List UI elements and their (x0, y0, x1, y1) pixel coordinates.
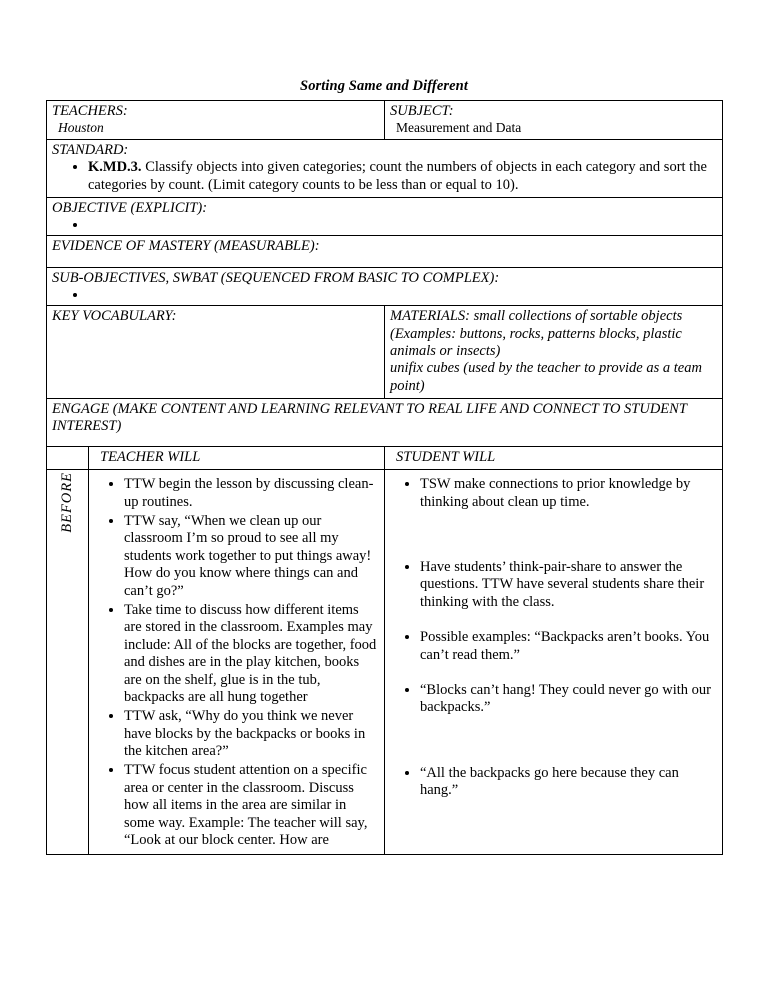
list-item: • “All the backpacks go here because they can hang.” (420, 765, 717, 800)
objective-cell (47, 197, 723, 235)
teacher-will-cell (89, 470, 385, 855)
objective-list (52, 217, 717, 232)
standard-code: K.MD.3. (88, 159, 142, 176)
standard-list (52, 159, 717, 194)
student-will-label: STUDENT WILL (396, 449, 496, 466)
list-item (88, 287, 717, 302)
list-item: • Take time to discuss how different items are stored in the classroom. Examples may include: All of the blocks are together, food and dishes are in the play kitchen, books are on the shelf, glue is in the tub, backpacks are all hung together (124, 602, 379, 706)
student-will-cell (385, 470, 723, 855)
materials-value: small collections of sortable objects (Examples: buttons, rocks, patterns blocks, plastic animals or insects) (390, 308, 683, 359)
list-item: • TTW begin the lesson by discussing clean-up routines. (124, 476, 379, 511)
list-item: • TTW say, “When we clean up our classroom I’m so proud to see all my students work together to put things away! How do you know where things can and can’t go?” (124, 513, 379, 600)
table-row-teachers-subject (47, 101, 723, 140)
standard-label: STANDARD: (52, 142, 129, 159)
phase-label-cell (47, 470, 89, 855)
subobjectives-list (52, 287, 717, 302)
table-row-engage (47, 399, 723, 447)
teachers-cell (47, 101, 385, 140)
evidence-label: EVIDENCE OF MASTERY (MEASURABLE): (52, 238, 320, 255)
engage-label: ENGAGE (MAKE CONTENT AND LEARNING RELEVANT TO REAL LIFE AND CONNECT TO STUDENT INTEREST) (52, 401, 687, 435)
teacher-will-label: TEACHER WILL (100, 449, 201, 466)
table-row-objective (47, 197, 723, 235)
phase-header-cell (47, 447, 89, 470)
subject-value: Measurement and Data (396, 120, 522, 136)
key-vocabulary-cell (47, 306, 385, 399)
list-item: • TTW ask, “Why do you think we never have blocks by the backpacks or books in the kitchen area?” (124, 708, 379, 760)
list-item: • Possible examples: “Backpacks aren’t books. You can’t read them.” (420, 629, 717, 664)
teachers-value: Houston (58, 120, 104, 136)
engage-cell (47, 399, 723, 447)
standard-cell (47, 140, 723, 198)
subobjectives-label: SUB-OBJECTIVES, SWBAT (SEQUENCED FROM BASIC TO COMPLEX): (52, 270, 500, 287)
page-title: Sorting Same and Different (300, 78, 468, 94)
standard-text: Classify objects into given categories; count the numbers of objects in each category and sort the categories by count. (Limit category counts to be less than or equal to 10). (88, 159, 707, 193)
list-item: • Have students’ think-pair-share to answer the questions. TTW have several students share their thinking with the class. (420, 559, 717, 611)
phase-label-wrap (52, 472, 83, 533)
teachers-label: TEACHERS: (52, 103, 128, 119)
student-will-header (385, 447, 723, 470)
list-item: • TSW make connections to prior knowledge by thinking about clean up time. (420, 476, 717, 511)
objective-label: OBJECTIVE (EXPLICIT): (52, 199, 208, 216)
teacher-will-list (94, 476, 379, 849)
subobjectives-cell (47, 268, 723, 306)
phase-label: BEFORE (58, 472, 75, 533)
table-row-subobjectives (47, 268, 723, 306)
subject-cell (385, 101, 723, 140)
table-row-vocabulary-materials (47, 306, 723, 399)
list-item (88, 159, 717, 194)
list-item (88, 217, 717, 232)
evidence-cell (47, 236, 723, 268)
materials-label: MATERIALS: (390, 308, 471, 325)
table-row-column-headers (47, 447, 723, 470)
teacher-will-header (89, 447, 385, 470)
list-item: • TTW focus student attention on a specific area or center in the classroom. Discuss how all items in the area are similar in some way. Example: The teacher will say, “Look at our block center. How are (124, 762, 379, 849)
key-vocabulary-label: KEY VOCABULARY: (52, 308, 177, 325)
list-item: • “Blocks can’t hang! They could never go with our backpacks.” (420, 682, 717, 717)
student-will-list (390, 476, 717, 799)
materials-text-second: unifix cubes (used by the teacher to provide as a team point) (390, 360, 702, 394)
table-row-before (47, 470, 723, 855)
table-row-evidence (47, 236, 723, 268)
lesson-plan-table (46, 100, 723, 855)
subject-label: SUBJECT: (390, 103, 454, 119)
materials-cell (385, 306, 723, 399)
materials-text (390, 308, 717, 360)
table-row-standard (47, 140, 723, 198)
